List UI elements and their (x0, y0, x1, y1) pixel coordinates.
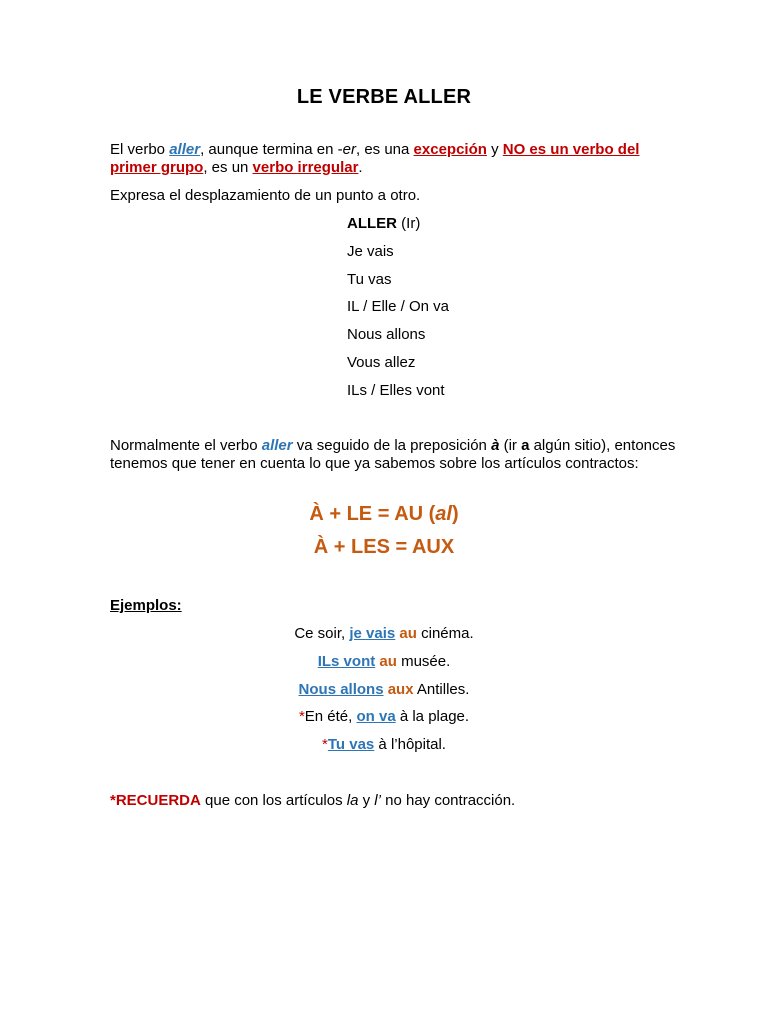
example-article: au (399, 625, 417, 642)
example-line (0, 625, 768, 642)
aller-word: aller (169, 141, 201, 158)
article-la: la (346, 792, 359, 809)
conjugation-line: Vous allez (347, 354, 416, 371)
page-title: LE VERBE ALLER (296, 86, 472, 108)
contraction-rule-aux: À + LES = AUX (313, 536, 455, 558)
intro-text: , aunque termina en - (200, 141, 343, 158)
para-text: va seguido de la preposición (292, 437, 492, 454)
er-suffix: er (342, 141, 356, 158)
remember-label: *RECUERDA (110, 792, 201, 809)
example-verb: on va (356, 708, 396, 725)
note-text: no hay contracción. (380, 792, 516, 809)
example-verb: ILs vont (317, 653, 376, 670)
conjugation-line: IL / Elle / On va (347, 298, 449, 315)
intro-text: . (358, 158, 363, 176)
conjugation-translation: (Ir) (397, 215, 421, 232)
example-verb: Nous allons (298, 681, 384, 698)
example-line (0, 681, 768, 698)
preposition-paragraph (110, 437, 680, 472)
note-text: que con los artículos (200, 792, 347, 809)
para-text: algún sitio), entonces tenemos que tener en cuenta lo que ya sabemos sobre los artículos contractos: (110, 437, 676, 472)
example-text: cinéma. (416, 625, 474, 642)
rule-text: ) (451, 503, 459, 525)
conjugation-line: Nous allons (347, 326, 426, 343)
example-text: à la plage. (395, 708, 470, 725)
intro-text: y (486, 141, 503, 158)
para-text: Normalmente el verbo (110, 437, 262, 454)
note-text: y (358, 792, 375, 809)
description-paragraph: Expresa el desplazamiento de un punto a otro. (110, 187, 421, 204)
conjugation-line: Je vais (347, 243, 394, 260)
example-verb: je vais (349, 625, 396, 642)
irregular-highlight: verbo irregular (252, 158, 359, 176)
example-text: Antilles. (413, 681, 470, 698)
example-line (0, 736, 768, 753)
asterisk-mark: * (298, 708, 305, 725)
example-article: aux (387, 681, 414, 698)
intro-text: , es una (356, 141, 414, 158)
example-line (0, 653, 768, 670)
conjugation-header (347, 215, 420, 232)
conjugation-line: ILs / Elles vont (347, 382, 445, 399)
article-l: l’ (374, 792, 381, 809)
examples-heading: Ejemplos: (110, 597, 182, 614)
para-text: (ir (499, 437, 522, 454)
rule-text: À + LE = AU ( (309, 503, 436, 525)
example-text: à l’hôpital. (374, 736, 446, 753)
example-verb: Tu vas (327, 736, 375, 753)
remember-note (110, 792, 680, 810)
asterisk-mark: * (322, 736, 328, 753)
preposition-a: à (491, 437, 500, 454)
example-text: Ce soir, (294, 625, 350, 642)
a-word: a (521, 437, 530, 454)
rule-al: al (435, 503, 452, 525)
aller-word: aller (261, 437, 293, 454)
not-first-group-highlight: NO es un verbo del primer grupo (110, 141, 640, 176)
conjugation-line: Tu vas (347, 271, 392, 288)
intro-text: El verbo (110, 141, 170, 158)
intro-text: , es un (203, 158, 253, 176)
example-article: au (379, 653, 397, 670)
excepcion-highlight: excepción (413, 141, 487, 158)
example-line (0, 708, 768, 725)
conjugation-verb: ALLER (347, 215, 397, 232)
contraction-rule-au (0, 503, 768, 526)
intro-paragraph (110, 141, 680, 176)
example-text: En été, (304, 708, 357, 725)
example-text: musée. (396, 653, 451, 670)
